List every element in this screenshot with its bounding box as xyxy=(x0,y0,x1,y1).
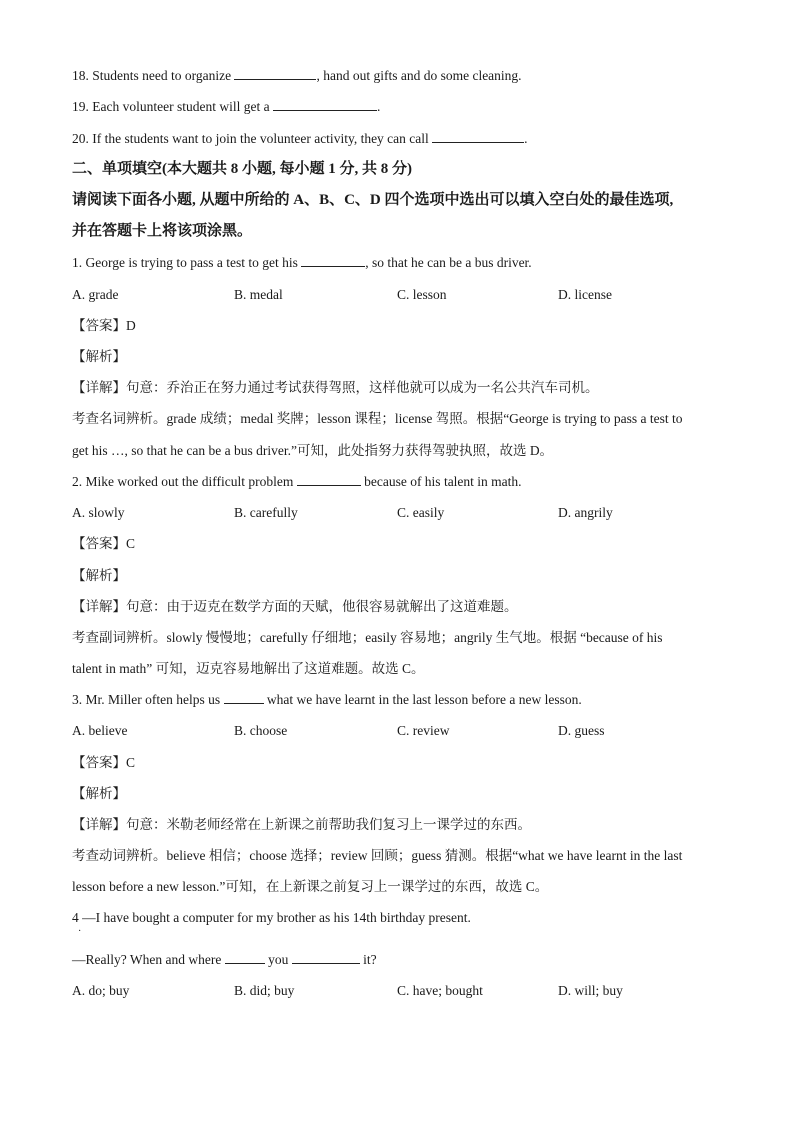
question-stem: 1. George is trying to pass a test to get his , so that he can be a bus driver. xyxy=(72,255,532,270)
section-instruction: 请阅读下面各小题, 从题中所给的 A、B、C、D 四个选项中选出可以填入空白处的最佳选项, xyxy=(72,192,674,208)
detail-line: 【详解】句意：乔治正在努力通过考试获得驾照，这样他就可以成为一名公共汽车司机。 xyxy=(72,380,599,395)
option-b: B. medal xyxy=(234,287,283,302)
section-heading: 二、单项填空(本大题共 8 小题, 每小题 1 分, 共 8 分) xyxy=(72,161,412,177)
answer-line: 【答案】C xyxy=(72,536,136,551)
analysis-label: 【解析】 xyxy=(72,786,126,801)
option-a: A. slowly xyxy=(72,505,125,520)
analysis-label: 【解析】 xyxy=(72,349,126,364)
q20-line: 20. If the students want to join the volunteer activity, they can call . xyxy=(72,131,528,146)
answer-value: C xyxy=(126,536,136,551)
answer-blank xyxy=(292,951,360,964)
question-stem: 4 —I have bought a computer for my brother as his 14th birthday present. xyxy=(72,910,471,925)
answer-blank xyxy=(432,130,524,143)
option-c: C. have; bought xyxy=(397,983,483,998)
question-stem: 2. Mike worked out the difficult problem because of his talent in math. xyxy=(72,474,522,489)
answer-line: 【答案】C xyxy=(72,755,136,770)
answer-value: C xyxy=(126,755,136,770)
option-c: C. easily xyxy=(397,505,445,520)
stray-dot: · xyxy=(78,926,82,937)
explanation-line: 考查动词辨析。believe 相信；choose 选择；review 回顾；guess 猜测。根据“what we have learnt in the last xyxy=(72,848,683,863)
explanation-line: lesson before a new lesson.”可知，在上新课之前复习上一课学过的东西，故选 C。 xyxy=(72,879,549,894)
explanation-line: get his …, so that he can be a bus driver.”可知，此处指努力获得驾驶执照，故选 D。 xyxy=(72,443,554,458)
answer-line: 【答案】D xyxy=(72,318,136,333)
answer-blank xyxy=(273,98,377,111)
option-a: A. do; buy xyxy=(72,983,130,998)
option-b: B. choose xyxy=(234,723,288,738)
explanation-line: 考查名词辨析。grade 成绩；medal 奖牌；lesson 课程；license 驾照。根据“George is trying to pass a test to xyxy=(72,411,683,426)
answer-blank xyxy=(301,254,365,267)
section-instruction: 并在答题卡上将该项涂黑。 xyxy=(72,223,253,239)
question-stem: 3. Mr. Miller often helps us what we have learnt in the last lesson before a new lesson. xyxy=(72,692,582,707)
answer-value: D xyxy=(126,318,136,333)
detail-line: 【详解】句意：由于迈克在数学方面的天赋，他很容易就解出了这道难题。 xyxy=(72,599,518,614)
q19-line: 19. Each volunteer student will get a . xyxy=(72,99,381,114)
answer-blank xyxy=(297,473,361,486)
answer-blank xyxy=(234,67,316,80)
option-d: D. guess xyxy=(558,723,605,738)
option-a: A. grade xyxy=(72,287,119,302)
option-d: D. will; buy xyxy=(558,983,623,998)
explanation-line: talent in math” 可知，迈克容易地解出了这道难题。故选 C。 xyxy=(72,661,425,676)
q18-line: 18. Students need to organize , hand out gifts and do some cleaning. xyxy=(72,68,522,83)
answer-blank xyxy=(224,691,264,704)
question-stem: —Really? When and where you it? xyxy=(72,952,377,967)
explanation-line: 考查副词辨析。slowly 慢慢地；carefully 仔细地；easily 容易地；angrily 生气地。根据 “because of his xyxy=(72,630,663,645)
option-d: D. angrily xyxy=(558,505,613,520)
option-b: B. carefully xyxy=(234,505,298,520)
option-d: D. license xyxy=(558,287,612,302)
option-c: C. review xyxy=(397,723,450,738)
detail-line: 【详解】句意：米勒老师经常在上新课之前帮助我们复习上一课学过的东西。 xyxy=(72,817,531,832)
option-c: C. lesson xyxy=(397,287,447,302)
option-a: A. believe xyxy=(72,723,128,738)
option-b: B. did; buy xyxy=(234,983,295,998)
analysis-label: 【解析】 xyxy=(72,568,126,583)
answer-blank xyxy=(225,951,265,964)
